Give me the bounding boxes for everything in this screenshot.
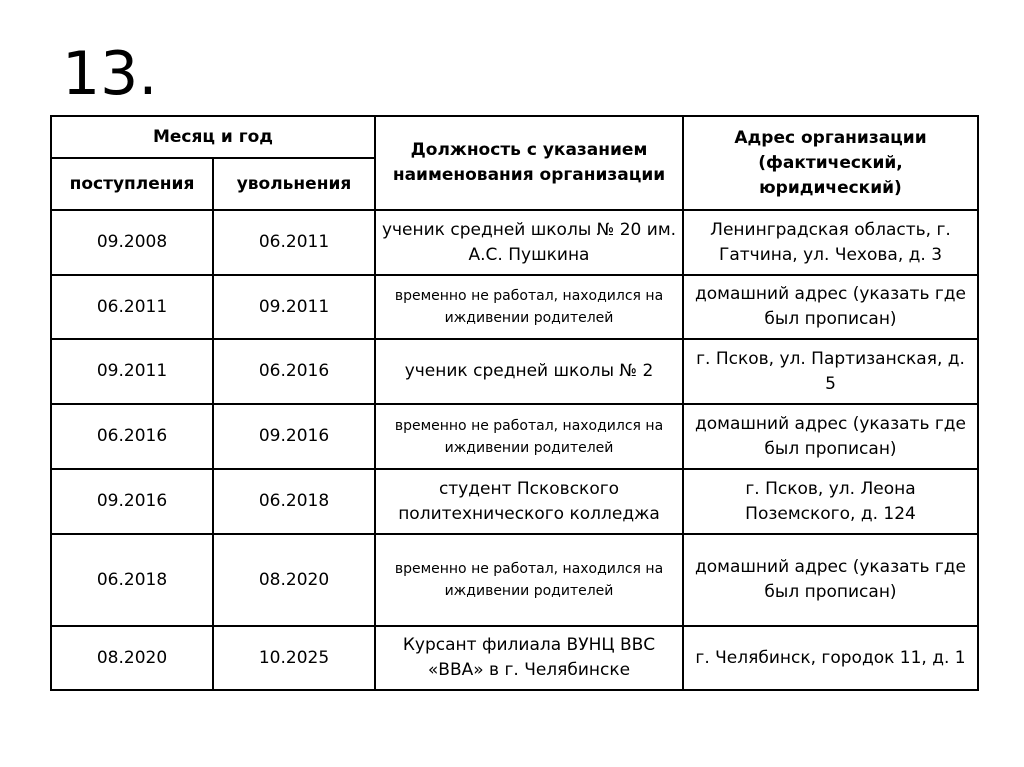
table-header: [51, 116, 978, 210]
cell-position: Курсант филиала ВУНЦ ВВС «ВВА» в г. Челябинске: [375, 626, 683, 690]
cell-start-date: 09.2011: [51, 339, 213, 404]
header-dismissal: увольнения: [213, 158, 375, 210]
cell-end-date: 06.2018: [213, 469, 375, 534]
cell-start-date: 09.2016: [51, 469, 213, 534]
cell-position: временно не работал, находился на иждивении родителей: [375, 404, 683, 469]
cell-address: домашний адрес (указать где был прописан): [683, 534, 978, 626]
cell-end-date: 06.2011: [213, 210, 375, 275]
cell-address: г. Псков, ул. Леона Поземского, д. 124: [683, 469, 978, 534]
table-row: [51, 275, 978, 339]
table-row: [51, 626, 978, 690]
cell-position: ученик средней школы № 20 им. А.С. Пушкина: [375, 210, 683, 275]
cell-position: временно не работал, находился на иждивении родителей: [375, 275, 683, 339]
cell-start-date: 06.2018: [51, 534, 213, 626]
cell-start-date: 06.2011: [51, 275, 213, 339]
cell-end-date: 10.2025: [213, 626, 375, 690]
table-row: [51, 210, 978, 275]
cell-address: домашний адрес (указать где был прописан): [683, 404, 978, 469]
header-admission: поступления: [51, 158, 213, 210]
cell-start-date: 09.2008: [51, 210, 213, 275]
header-month-year: Месяц и год: [51, 116, 375, 158]
table-row: [51, 339, 978, 404]
cell-end-date: 09.2011: [213, 275, 375, 339]
cell-position: студент Псковского политехнического колледжа: [375, 469, 683, 534]
cell-start-date: 08.2020: [51, 626, 213, 690]
header-address: Адрес организации (фактический, юридический): [683, 116, 978, 210]
table-row: [51, 404, 978, 469]
cell-position: ученик средней школы № 2: [375, 339, 683, 404]
cell-address: домашний адрес (указать где был прописан): [683, 275, 978, 339]
table-row: [51, 469, 978, 534]
cell-address: Ленинградская область, г. Гатчина, ул. Чехова, д. 3: [683, 210, 978, 275]
cell-address: г. Челябинск, городок 11, д. 1: [683, 626, 978, 690]
cell-position: временно не работал, находился на иждивении родителей: [375, 534, 683, 626]
employment-history-table: [50, 115, 979, 691]
slide-title: 13.: [62, 39, 158, 109]
header-position: Должность с указанием наименования организации: [375, 116, 683, 210]
cell-end-date: 09.2016: [213, 404, 375, 469]
cell-start-date: 06.2016: [51, 404, 213, 469]
table-row: [51, 534, 978, 626]
cell-end-date: 08.2020: [213, 534, 375, 626]
cell-address: г. Псков, ул. Партизанская, д. 5: [683, 339, 978, 404]
cell-end-date: 06.2016: [213, 339, 375, 404]
